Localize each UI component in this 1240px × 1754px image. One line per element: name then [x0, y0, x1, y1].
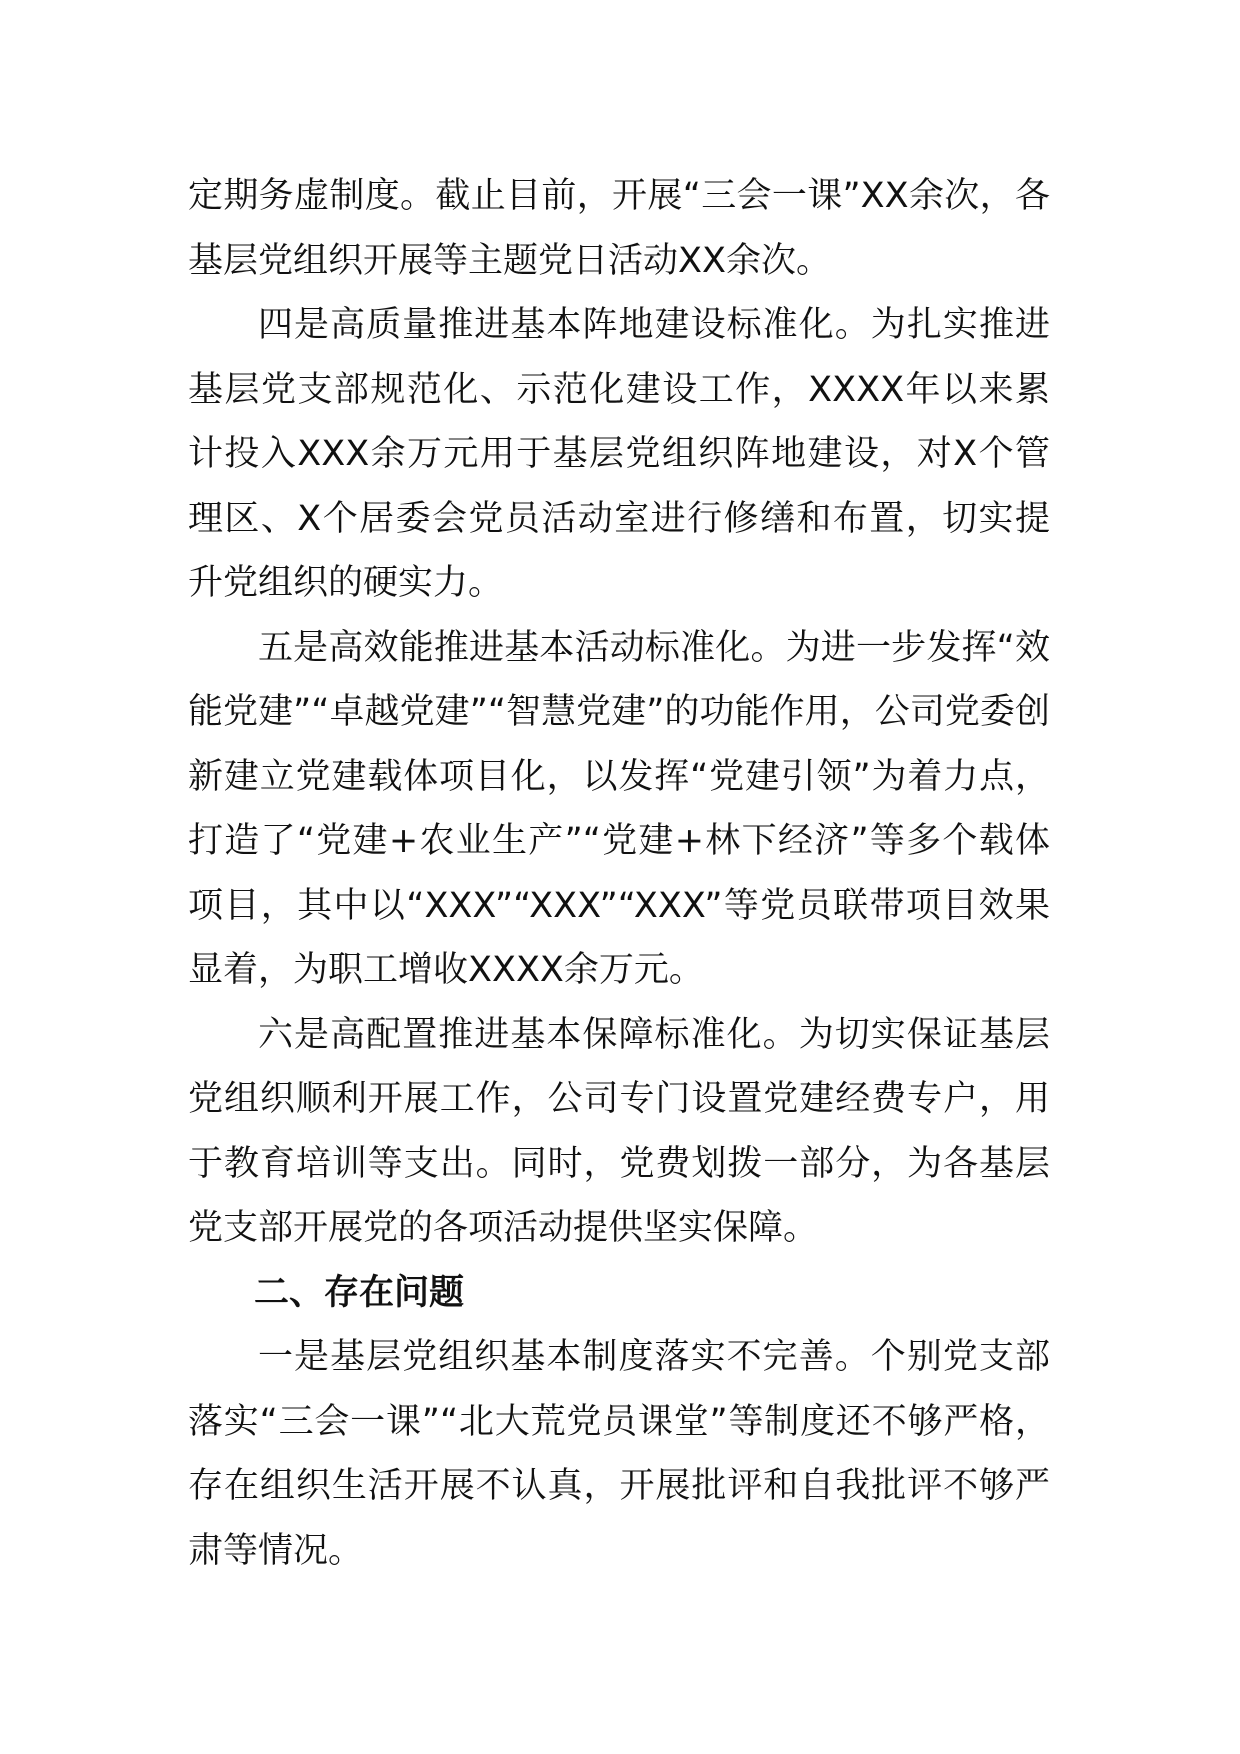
paragraph-position-standardization: 四是高质量推进基本阵地建设标准化。为扎实推进基层党支部规范化、示范化建设工作，XXXX年以来累计投入XXX余万元用于基层党组织阵地建设，对X个管理区、X个居委会党员活动室进行修缮和布置，切实提升党组织的硬实力。	[188, 305, 1050, 603]
paragraph-activity-standardization: 五是高效能推进基本活动标准化。为进一步发挥“效能党建”“卓越党建”“智慧党建”的功能作用，公司党委创新建立党建载体项目化，以发挥“党建引领”为着力点，打造了“党建+农业生产”“党建+林下经济”等多个载体项目，其中以“XXX”“XXX”“XXX”等党员联带项目效果显着，为职工增收XXXX余万元。	[188, 627, 1050, 990]
paragraph-system-implementation: 一是基层党组织基本制度落实不完善。个别党支部落实“三会一课”“北大荒党员课堂”等制度还不够严格，存在组织生活开展不认真，开展批评和自我批评不够严肃等情况。	[188, 1337, 1050, 1571]
paragraph-guarantee-standardization: 六是高配置推进基本保障标准化。为切实保证基层党组织顺利开展工作，公司专门设置党建经费专户，用于教育培训等支出。同时，党费划拨一部分，为各基层党支部开展党的各项活动提供坚实保障。	[188, 1014, 1050, 1248]
section-heading-problems: 二、存在问题	[254, 1272, 465, 1313]
document-body	[188, 164, 1050, 1583]
paragraph-continuation: 定期务虚制度。截止目前，开展“三会一课”XX余次，各基层党组织开展等主题党日活动XX余次。	[188, 176, 1050, 281]
